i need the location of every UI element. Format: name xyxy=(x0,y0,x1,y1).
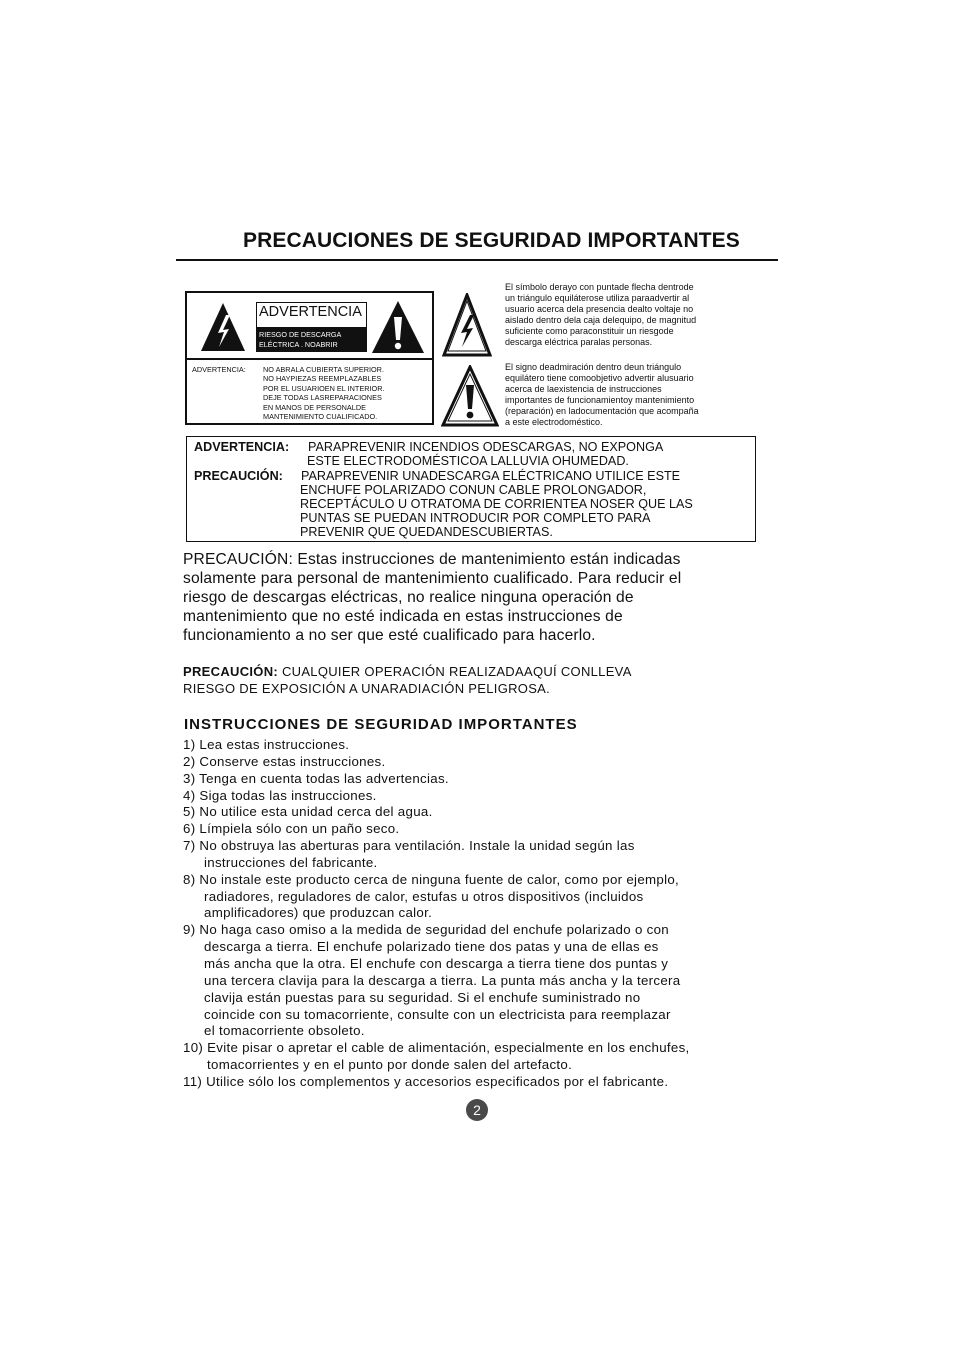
advertencia-notice-line: PARAPREVENIR INCENDIOS ODESCARGAS, NO EXPONGA xyxy=(308,440,664,454)
advertencia-notice-line: ESTE ELECTRODOMÉSTICOA LALLUVIA OHUMEDAD. xyxy=(307,454,629,468)
warning-box-divider xyxy=(187,358,432,360)
list-item-continuation: el tomacorriente obsoleto. xyxy=(204,1023,365,1039)
list-item-continuation: clavija están puestas para su seguridad. Si el enchufe suministrado no xyxy=(204,989,641,1005)
page-number-badge: 2 xyxy=(466,1099,488,1121)
paragraph-line: funcionamiento a no ser que esté cualificado para hacerlo. xyxy=(183,626,596,644)
exclamation-symbol-icon xyxy=(441,365,499,427)
exclamation-symbol-description xyxy=(505,362,760,427)
list-item-continuation: una tercera clavija para la descarga a tierra. La punta más ancha y la tercera xyxy=(204,972,681,988)
list-item: 1) Lea estas instrucciones. xyxy=(183,737,350,752)
warning-body-line: POR EL USUARIOEN EL INTERIOR. xyxy=(263,383,385,393)
precaucion-notice-line: PUNTAS SE PUEDAN INTRODUCIR POR COMPLETO PARA xyxy=(300,511,651,525)
description-line: un triángulo equiláterose utiliza paraadvertir al xyxy=(505,292,690,303)
warning-label-box xyxy=(185,291,434,425)
precaucion-notice-label: PRECAUCIÓN: xyxy=(194,469,283,483)
list-item: 4) Siga todas las instrucciones. xyxy=(183,787,377,803)
description-line: acerca de laexistencia de instrucciones xyxy=(505,383,662,394)
lightning-symbol-icon xyxy=(442,293,492,357)
description-line: aislado dentro dela caja delequipo, de magnitud xyxy=(505,314,697,325)
description-line: suficiente como paraconstituir un riesgode xyxy=(505,325,674,336)
shock-risk-strip xyxy=(257,327,366,351)
precaucion-notice-line: PARAPREVENIR UNADESCARGA ELÉCTRICANO UTILICE ESTE xyxy=(301,469,681,483)
paragraph-line: solamente para personal de mantenimiento cualificado. Para reducir el xyxy=(183,569,682,587)
advertencia-notice-label: ADVERTENCIA: xyxy=(194,440,290,454)
radiation-caution xyxy=(183,664,632,697)
shock-risk-line: ELÉCTRICA . NOABRIR xyxy=(259,340,338,349)
warning-body-line: NO HAYPIEZAS REEMPLAZABLES xyxy=(263,374,382,384)
list-item: 11) Utilice sólo los complementos y accesorios especificados por el fabricante. xyxy=(183,1073,669,1089)
list-item: 3) Tenga en cuenta todas las advertencias. xyxy=(183,770,449,786)
radiation-caution-label: PRECAUCIÓN: xyxy=(183,664,279,679)
precaucion-notice-line: PREVENIR QUE QUEDANDESCUBIERTAS. xyxy=(300,525,553,539)
list-item-continuation: coincide con su tomacorriente, consulte con un electricista para reemplazar xyxy=(204,1006,671,1022)
page-title: PRECAUCIONES DE SEGURIDAD IMPORTANTES xyxy=(243,229,740,252)
list-item-continuation: descarga a tierra. El enchufe polarizado tiene dos patas y una de ellas es xyxy=(204,939,659,955)
paragraph-line: PRECAUCIÓN: Estas instrucciones de mantenimiento están indicadas xyxy=(183,551,681,568)
radiation-caution-text: RIESGO DE EXPOSICIÓN A UNARADIACIÓN PELIGROSA. xyxy=(183,680,551,696)
shock-risk-line: RIESGO DE DESCARGA xyxy=(259,330,342,339)
description-line: equilátero tiene comoobjetivo advertir alusuario xyxy=(505,372,694,383)
precaucion-notice-line: RECEPTÁCULO U OTRATOMA DE CORRIENTEA NOSER QUE LAS xyxy=(300,497,693,511)
description-line: importantes de funcionamientoy mantenimiento xyxy=(505,394,695,405)
list-item: 8) No instale este producto cerca de ninguna fuente de calor, como por ejemplo, xyxy=(183,871,680,887)
list-item: 6) Límpiela sólo con un paño seco. xyxy=(183,821,400,837)
instructions-list xyxy=(183,737,690,1091)
description-line: (reparación) en ladocumentación que acompaña xyxy=(505,405,699,416)
advertencia-word: ADVERTENCIA xyxy=(259,304,362,320)
description-line: descarga eléctrica paralas personas. xyxy=(505,336,653,347)
lightning-triangle-icon xyxy=(199,301,247,353)
warning-body-line: EN MANOS DE PERSONALDE xyxy=(263,402,366,412)
description-line: a este electrodoméstico. xyxy=(505,416,603,427)
servicing-caution-paragraph xyxy=(183,551,681,646)
warning-body-label: ADVERTENCIA: xyxy=(192,365,246,374)
list-item: 7) No obstruya las aberturas para ventilación. Instale la unidad según las xyxy=(183,838,635,854)
warning-body-line: NO ABRALA CUBIERTA SUPERIOR. xyxy=(263,365,384,374)
list-item: 2) Conserve estas instrucciones. xyxy=(183,753,386,769)
list-item: 5) No utilice esta unidad cerca del agua. xyxy=(183,804,433,820)
notice-box xyxy=(186,436,756,542)
warning-body-text xyxy=(263,365,385,421)
exclamation-triangle-icon xyxy=(370,299,426,355)
list-item-continuation: amplificadores) que produzcan calor. xyxy=(204,905,433,921)
lightning-symbol-description xyxy=(505,282,760,347)
list-item-continuation: tomacorrientes y en el punto por donde salen del artefacto. xyxy=(207,1057,573,1073)
description-line: El símbolo derayo con puntade flecha dentrode xyxy=(505,282,694,292)
warning-body-line: DEJE TODAS LASREPARACIONES xyxy=(263,393,382,403)
title-divider xyxy=(176,259,778,261)
list-item: 10) Evite pisar o apretar el cable de alimentación, especialmente en los enchufes, xyxy=(183,1040,690,1056)
list-item-continuation: radiadores, reguladores de calor, estufas u otros dispositivos (incluidos xyxy=(204,888,644,904)
description-line: El signo deadmiración dentro deun triángulo xyxy=(505,362,682,372)
list-item-continuation: instrucciones del fabricante. xyxy=(204,854,378,870)
paragraph-line: riesgo de descargas eléctricas, no realice ninguna operación de xyxy=(183,588,634,606)
list-item: 9) No haga caso omiso a la medida de seguridad del enchufe polarizado o con xyxy=(183,922,669,938)
warning-body-line: MANTENIMIENTO CUALIFICADO. xyxy=(263,412,378,422)
radiation-caution-text: CUALQUIER OPERACIÓN REALIZADAAQUÍ CONLLEVA xyxy=(278,664,632,679)
description-line: usuario acerca dela presencia dealto voltaje no xyxy=(505,303,694,314)
list-item-continuation: más ancha que la otra. El enchufe con descarga a tierra tiene dos puntas y xyxy=(204,955,669,971)
advertencia-label xyxy=(256,302,367,352)
precaucion-notice-line: ENCHUFE POLARIZADO CONUN CABLE PROLONGADOR, xyxy=(300,483,647,497)
paragraph-line: mantenimiento que no esté indicada en estas instrucciones de xyxy=(183,607,623,625)
instructions-heading: INSTRUCCIONES DE SEGURIDAD IMPORTANTES xyxy=(184,716,578,733)
